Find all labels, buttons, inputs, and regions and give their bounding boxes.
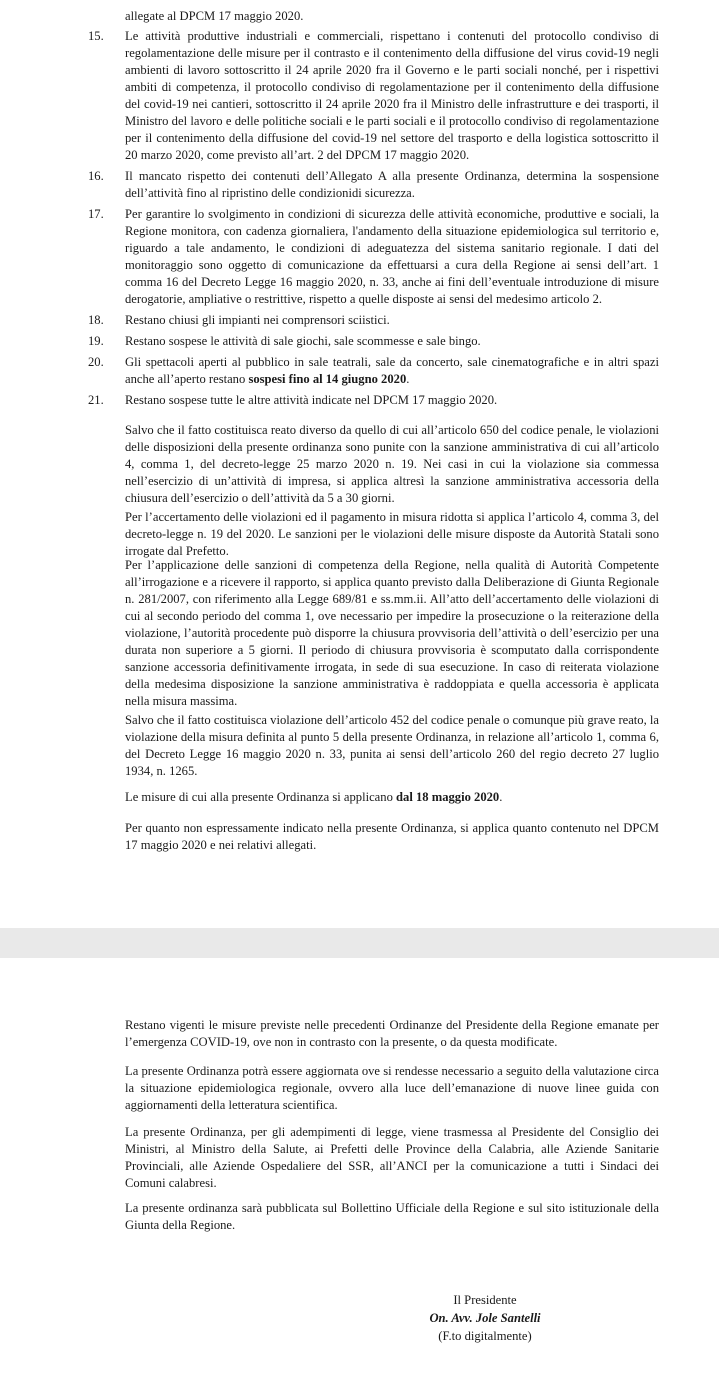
paragraph-sanzioni: Salvo che il fatto costituisca reato diverso da quello di cui all’articolo 650 del codice penale, le violazioni delle disposizioni della presente ordinanza sono punite con la sanzione amministrativa di cui all’articolo 4, comma 1, del decreto-legge 25 marzo 2020 n. 19. Nei casi in cui la violazione sia commessa nell’esercizio di un’attività di impresa, si applica altresì la sanzione amministrativa accessoria della chiusura dell’esercizio o dell’attività da 5 a 30 giorni. <box>125 423 659 505</box>
item-number: 18. <box>88 313 104 327</box>
item-text: Per garantire lo svolgimento in condizioni di sicurezza delle attività economiche, produttive e sociali, la Regione monitora, con cadenza giornaliera, l'andamento della situazione epidemiologica sul territorio e, riguardo a tale andamento, le condizioni di adeguatezza del sistema sanitario regionale. I dati del monitoraggio sono oggetto di comunicazione da effettuarsi a cura della Regione ai sensi dell’art. 1 comma 16 del Decreto Legge 16 maggio 2020, n. 33, anche ai fini dell’eventuale introduzione di misure derogatorie, ampliative o restrittive, rispetto a quelle disposte ai sensi del medesimo articolo 2. <box>125 207 659 306</box>
paragraph-decorrenza-tail: . <box>499 790 503 804</box>
item-text: Restano sospese le attività di sale giochi, sale scommesse e sale bingo. <box>125 334 481 348</box>
paragraph-trasmissione: La presente Ordinanza, per gli adempimenti di legge, viene trasmessa al Presidente del Consiglio dei Ministri, al Ministro della Salute, ai Prefetti delle Province della Calabria, alle Aziende Sanitarie Provinciali, alle Aziende Ospedaliere del SSR, all’ANCI per la comunicazione a tutti i Sindaci dei Comuni calabresi. <box>125 1125 659 1190</box>
item-number: 19. <box>88 334 104 348</box>
list-item-21 <box>0 392 719 409</box>
list-item-16 <box>0 168 719 202</box>
item-text: Restano chiusi gli impianti nei comprensori sciistici. <box>125 313 390 327</box>
item-text <box>125 354 659 388</box>
item-number: 17. <box>88 207 104 221</box>
list-item-15 <box>0 28 719 164</box>
paragraph-accertamento: Per l’accertamento delle violazioni ed il pagamento in misura ridotta si applica l’articolo 4, comma 3, del decreto-legge n. 19 del 2020. Le sanzioni per le violazioni delle misure disposte da Autorità Statali sono irrogate dal Prefetto. <box>125 510 659 558</box>
list-item-19 <box>0 333 719 350</box>
item-number: 21. <box>88 393 104 407</box>
list-item-18 <box>0 312 719 329</box>
item-number: 20. <box>88 355 104 369</box>
signature-name: On. Avv. Jole Santelli <box>429 1311 541 1325</box>
continued-line: allegate al DPCM 17 maggio 2020. <box>125 9 304 23</box>
paragraph-decorrenza-bold: dal 18 maggio 2020 <box>396 790 500 804</box>
paragraph-decorrenza-plain: Le misure di cui alla presente Ordinanza si applicano <box>125 790 397 804</box>
signature-block <box>420 1291 550 1345</box>
item-number: 15. <box>88 29 104 43</box>
item-text: Le attività produttive industriali e commerciali, rispettano i contenuti del protocollo condiviso di regolamentazione delle misure per il contrasto e il contenimento della diffusione del virus covid-19 negli ambienti di lavoro sottoscritto il 24 aprile 2020 fra il Governo e le parti sociali nonché, per i rispettivi ambiti di competenza, il protocollo condiviso di regolamentazione per il contenimento della diffusione del covid-19 nei cantieri, sottoscritto il 24 aprile 2020 fra il Ministro delle infrastrutture e dei trasporti, il Ministro del lavoro e delle politiche sociali e le parti sociali e il protocollo condiviso di regolamentazione per il contenimento della diffusione del covid-19 nel settore del trasporto e della logistica sottoscritto il 20 marzo 2020, come previsto all’art. 2 del DPCM 17 maggio 2020. <box>125 29 659 162</box>
item-number: 16. <box>88 169 104 183</box>
paragraph-misure-vigenti: Restano vigenti le misure previste nelle precedenti Ordinanze del Presidente della Regione emanate per l’emergenza COVID-19, ove non in contrasto con la presente, o da questa modificate. <box>125 1018 659 1049</box>
signature-title: Il Presidente <box>453 1293 517 1307</box>
document-page-2 <box>0 958 719 1377</box>
signature-note: (F.to digitalmente) <box>438 1329 532 1343</box>
paragraph-competenza: Per l’applicazione delle sanzioni di competenza della Regione, nella qualità di Autorità Competente all’irrogazione e a ricevere il rapporto, si applica quanto previsto dalla Deliberazione di Giunta Regionale n. 281/2007, con riferimento alla Legge 689/81 e ss.mm.ii. All’atto dell’accertamento delle violazioni di cui al secondo periodo del comma 1, ove necessario per impedire la prosecuzione o la reiterazione della violazione, l’autorità procedente può disporre la chiusura provvisoria dell’attività o dell’esercizio per una durata non superiore a 5 giorni. Il periodo di chiusura provvisoria è scomputato dalla corrispondente sanzione accessoria definitivamente irrogata, in sede di sua esecuzione. In caso di reiterata violazione della medesima disposizione la sanzione amministrativa è raddoppiata e quella accessoria è applicata nella misura massima. <box>125 558 659 708</box>
numbered-list <box>0 28 719 413</box>
paragraph-aggiornamento: La presente Ordinanza potrà essere aggiornata ove si rendesse necessario a seguito della valutazione circa la situazione epidemiologica regionale, ovvero alla luce dell’emanazione di nuove linee guida con aggiornamenti della letteratura scientifica. <box>125 1064 659 1112</box>
paragraph-decorrenza <box>125 789 659 806</box>
paragraph-rinvio-dpcm: Per quanto non espressamente indicato nella presente Ordinanza, si applica quanto contenuto nel DPCM 17 maggio 2020 e nei relativi allegati. <box>125 821 659 852</box>
item-text-tail: . <box>406 372 410 386</box>
item-text-bold: sospesi fino al 14 giugno 2020 <box>248 372 407 386</box>
paragraph-articolo-452: Salvo che il fatto costituisca violazione dell’articolo 452 del codice penale o comunque più grave reato, la violazione della misura definita al punto 5 della presente Ordinanza, in relazione all’articolo 1, comma 6, del Decreto Legge 16 maggio 2020 n. 33, punita ai sensi dell’articolo 260 del regio decreto 27 luglio 1934, n. 1265. <box>125 713 659 778</box>
item-text: Restano sospese tutte le altre attività indicate nel DPCM 17 maggio 2020. <box>125 393 498 407</box>
item-text: Il mancato rispetto dei contenuti dell’Allegato A alla presente Ordinanza, determina la sospensione dell’attività fino al ripristino delle condizionidi sicurezza. <box>125 169 659 200</box>
list-item-20 <box>0 354 719 388</box>
list-item-17 <box>0 206 719 308</box>
item-text-plain: Gli spettacoli aperti al pubblico in sale teatrali, sale da concerto, sale cinematografiche e in altri spazi anche all’aperto restano <box>125 355 659 386</box>
paragraph-pubblicazione: La presente ordinanza sarà pubblicata sul Bollettino Ufficiale della Regione e sul sito istituzionale della Giunta della Regione. <box>125 1201 659 1232</box>
